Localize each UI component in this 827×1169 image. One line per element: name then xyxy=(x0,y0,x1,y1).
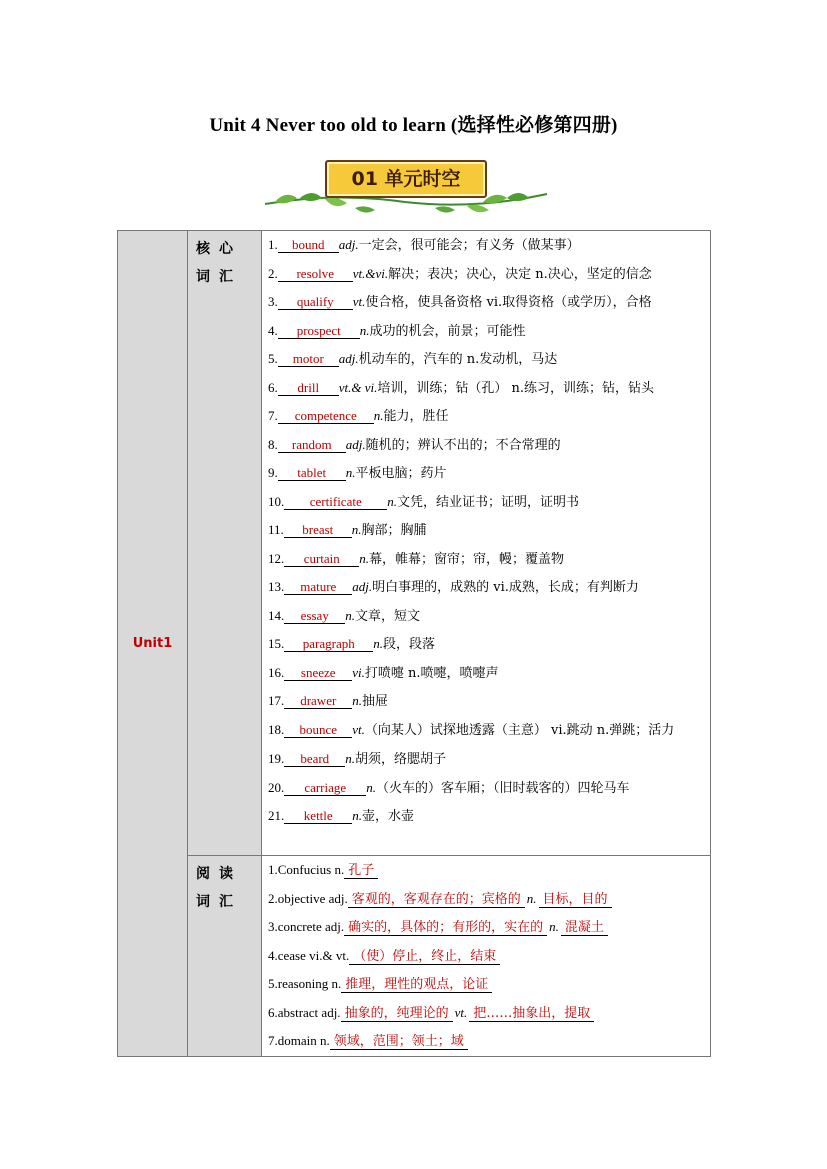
item-word: 4.cease vi.& vt. xyxy=(268,947,350,963)
answer-blank: competence xyxy=(278,408,374,424)
answer-blank: essay xyxy=(284,608,345,624)
answer-blank: random xyxy=(278,437,346,453)
answer-blank: 混凝土 xyxy=(561,920,608,936)
answer-blank: tablet xyxy=(278,465,346,481)
list-item xyxy=(268,374,704,403)
list-item xyxy=(268,999,704,1028)
item-number: 19. xyxy=(268,751,285,766)
item-number: 2. xyxy=(268,265,278,281)
item-word: 7.domain n. xyxy=(268,1033,330,1048)
part-of-speech: n. xyxy=(351,522,362,537)
answer-blank: motor xyxy=(278,351,339,367)
part-of-speech: n. xyxy=(352,808,362,823)
definition: 文章，短文 xyxy=(355,608,421,624)
part-of-speech: n. xyxy=(345,751,355,766)
answer-blank: 确实的，具体的；有形的，实在的 xyxy=(344,920,547,936)
definition: 胡须，络腮胡子 xyxy=(355,752,447,767)
part-of-speech: n. xyxy=(373,408,384,423)
part-of-speech: n. xyxy=(366,779,376,795)
definition: 机动车的，汽车的 n.发动机，马达 xyxy=(358,352,558,367)
list-item xyxy=(268,774,704,803)
list-item xyxy=(268,573,704,602)
definition: 随机的；辨认不出的；不合常理的 xyxy=(365,437,561,453)
list-item xyxy=(268,402,704,431)
answer-blank: 目标，目的 xyxy=(539,892,612,908)
part-of-speech: n. xyxy=(359,322,370,338)
answer-blank: certificate xyxy=(284,494,387,510)
part-of-speech: n. xyxy=(387,493,397,509)
core-vocab-list xyxy=(262,231,710,831)
list-item xyxy=(268,659,704,688)
reading-vocab-cell xyxy=(262,856,711,1057)
item-number: 8. xyxy=(268,436,278,452)
item-number: 21. xyxy=(268,808,285,823)
definition: 成功的机会，前景；可能性 xyxy=(369,323,526,339)
item-number: 10. xyxy=(268,493,285,509)
part-of-speech: n. xyxy=(345,607,355,623)
answer-blank: mature xyxy=(284,579,352,595)
core-vocab-header xyxy=(188,231,262,856)
item-number: 12. xyxy=(268,550,285,566)
definition: 明白事理的，成熟的 vi.成熟，长成；有判断力 xyxy=(372,580,639,595)
definition: 胸部；胸脯 xyxy=(361,523,427,538)
unit-label: Unit1 xyxy=(132,635,173,651)
list-item xyxy=(268,856,704,885)
banner-text: 01 单元时空 xyxy=(351,168,461,190)
list-item xyxy=(268,431,704,460)
part-of-speech: n. xyxy=(359,550,369,566)
reading-vocab-list xyxy=(262,856,710,1056)
definition: 壶，水壶 xyxy=(362,809,415,824)
item-number: 5. xyxy=(268,351,278,366)
list-item xyxy=(268,602,704,631)
part-of-speech: n. xyxy=(549,919,559,934)
list-item xyxy=(268,545,704,574)
list-item xyxy=(268,231,704,260)
answer-blank: drill xyxy=(278,380,339,396)
item-number: 4. xyxy=(268,322,278,338)
item-word: 6.abstract adj. xyxy=(268,1004,341,1020)
answer-blank: 客观的，客观存在的；宾格的 xyxy=(348,892,525,908)
reading-vocab-label: 阅读词汇 xyxy=(196,866,242,910)
definition: （火车的）客车厢；（旧时载客的）四轮马车 xyxy=(376,780,630,796)
item-number: 1. xyxy=(268,237,278,252)
item-number: 18. xyxy=(268,721,285,737)
part-of-speech: n. xyxy=(373,636,383,651)
vocab-table xyxy=(117,230,711,1057)
list-item xyxy=(268,288,704,317)
answer-blank: qualify xyxy=(278,294,353,310)
part-of-speech: n. xyxy=(526,890,537,906)
banner-box xyxy=(325,160,487,198)
part-of-speech: vt. xyxy=(454,1004,468,1020)
list-item xyxy=(268,913,704,942)
definition: 能力，胜任 xyxy=(383,409,449,424)
answer-blank: 孔子 xyxy=(344,863,378,879)
item-number: 7. xyxy=(268,408,278,423)
answer-blank: 领域，范围；领土；域 xyxy=(330,1034,468,1050)
unit-cell xyxy=(118,231,188,1057)
item-number: 16. xyxy=(268,664,285,680)
item-word: 5.reasoning n. xyxy=(268,976,342,991)
list-item xyxy=(268,260,704,289)
list-item xyxy=(268,716,704,746)
core-vocab-cell xyxy=(262,231,711,856)
list-item xyxy=(268,516,704,545)
answer-blank: 把……抽象出，提取 xyxy=(469,1006,594,1022)
definition: 段，段落 xyxy=(383,637,436,652)
list-item xyxy=(268,345,704,374)
part-of-speech: adj. xyxy=(352,579,373,594)
list-item xyxy=(268,687,704,716)
answer-blank: （使）停止，终止，结束 xyxy=(349,949,500,965)
part-of-speech: n. xyxy=(345,465,356,480)
list-item xyxy=(268,630,704,659)
answer-blank: carriage xyxy=(284,780,366,796)
answer-blank: resolve xyxy=(278,266,353,282)
core-vocab-label: 核心词汇 xyxy=(196,241,242,285)
definition: （向某人）试探地透露（主意） vi.跳动 n.弹跳；活力 xyxy=(364,722,675,738)
part-of-speech: vt.&vi. xyxy=(352,265,389,281)
answer-blank: prospect xyxy=(278,323,360,339)
definition: 使合格，使具备资格 vi.取得资格（或学历），合格 xyxy=(365,295,652,310)
part-of-speech: vi. xyxy=(352,664,365,680)
answer-blank: kettle xyxy=(284,808,352,824)
definition: 平板电脑；药片 xyxy=(355,466,447,481)
list-item xyxy=(268,885,704,914)
definition: 抽屉 xyxy=(362,694,389,709)
part-of-speech: adj. xyxy=(338,237,359,252)
list-item xyxy=(268,459,704,488)
definition: 一定会，很可能会；有义务（做某事） xyxy=(358,238,580,253)
item-number: 20. xyxy=(268,779,285,795)
part-of-speech: vt. xyxy=(352,294,366,309)
section-banner xyxy=(255,152,555,220)
part-of-speech: n. xyxy=(352,693,362,708)
item-number: 9. xyxy=(268,465,278,480)
item-number: 11. xyxy=(268,522,284,537)
answer-blank: beard xyxy=(284,751,345,767)
list-item xyxy=(268,942,704,971)
definition: 解决；表决；决心，决定 n.决心，坚定的信念 xyxy=(388,266,652,282)
answer-blank: bounce xyxy=(284,722,352,738)
item-word: 1.Confucius n. xyxy=(268,862,345,877)
definition: 培训，训练；钻（孔） n.练习，训练；钻，钻头 xyxy=(377,380,655,396)
definition: 打喷嚏 n.喷嚏，喷嚏声 xyxy=(364,665,499,681)
item-number: 14. xyxy=(268,607,285,623)
page-title: Unit 4 Never too old to learn (选择性必修第四册) xyxy=(209,115,618,136)
list-item xyxy=(268,488,704,517)
item-number: 3. xyxy=(268,294,278,309)
list-item xyxy=(268,802,704,831)
list-item xyxy=(268,317,704,346)
answer-blank: 抽象的，纯理论的 xyxy=(341,1006,453,1022)
reading-vocab-header xyxy=(188,856,262,1057)
list-item xyxy=(268,1027,704,1056)
item-number: 6. xyxy=(268,379,278,395)
answer-blank: bound xyxy=(278,237,339,253)
item-number: 17. xyxy=(268,693,285,708)
definition: 幕，帷幕；窗帘；帘，幔；覆盖物 xyxy=(369,551,565,567)
part-of-speech: adj. xyxy=(345,436,366,452)
answer-blank: paragraph xyxy=(284,636,373,652)
answer-blank: breast xyxy=(284,522,352,538)
part-of-speech: vt.& vi. xyxy=(338,379,378,395)
part-of-speech: adj. xyxy=(338,351,359,366)
answer-blank: drawer xyxy=(284,693,352,709)
list-item xyxy=(268,970,704,999)
part-of-speech: vt. xyxy=(352,721,365,737)
list-item xyxy=(268,745,704,774)
answer-blank: sneeze xyxy=(284,665,352,681)
answer-blank: 推理，理性的观点，论证 xyxy=(341,977,492,993)
answer-blank: curtain xyxy=(284,551,359,567)
item-number: 13. xyxy=(268,579,285,594)
item-word: 3.concrete adj. xyxy=(268,919,345,934)
definition: 文凭，结业证书；证明，证明书 xyxy=(397,494,580,510)
item-number: 15. xyxy=(268,636,285,651)
item-word: 2.objective adj. xyxy=(268,890,348,906)
